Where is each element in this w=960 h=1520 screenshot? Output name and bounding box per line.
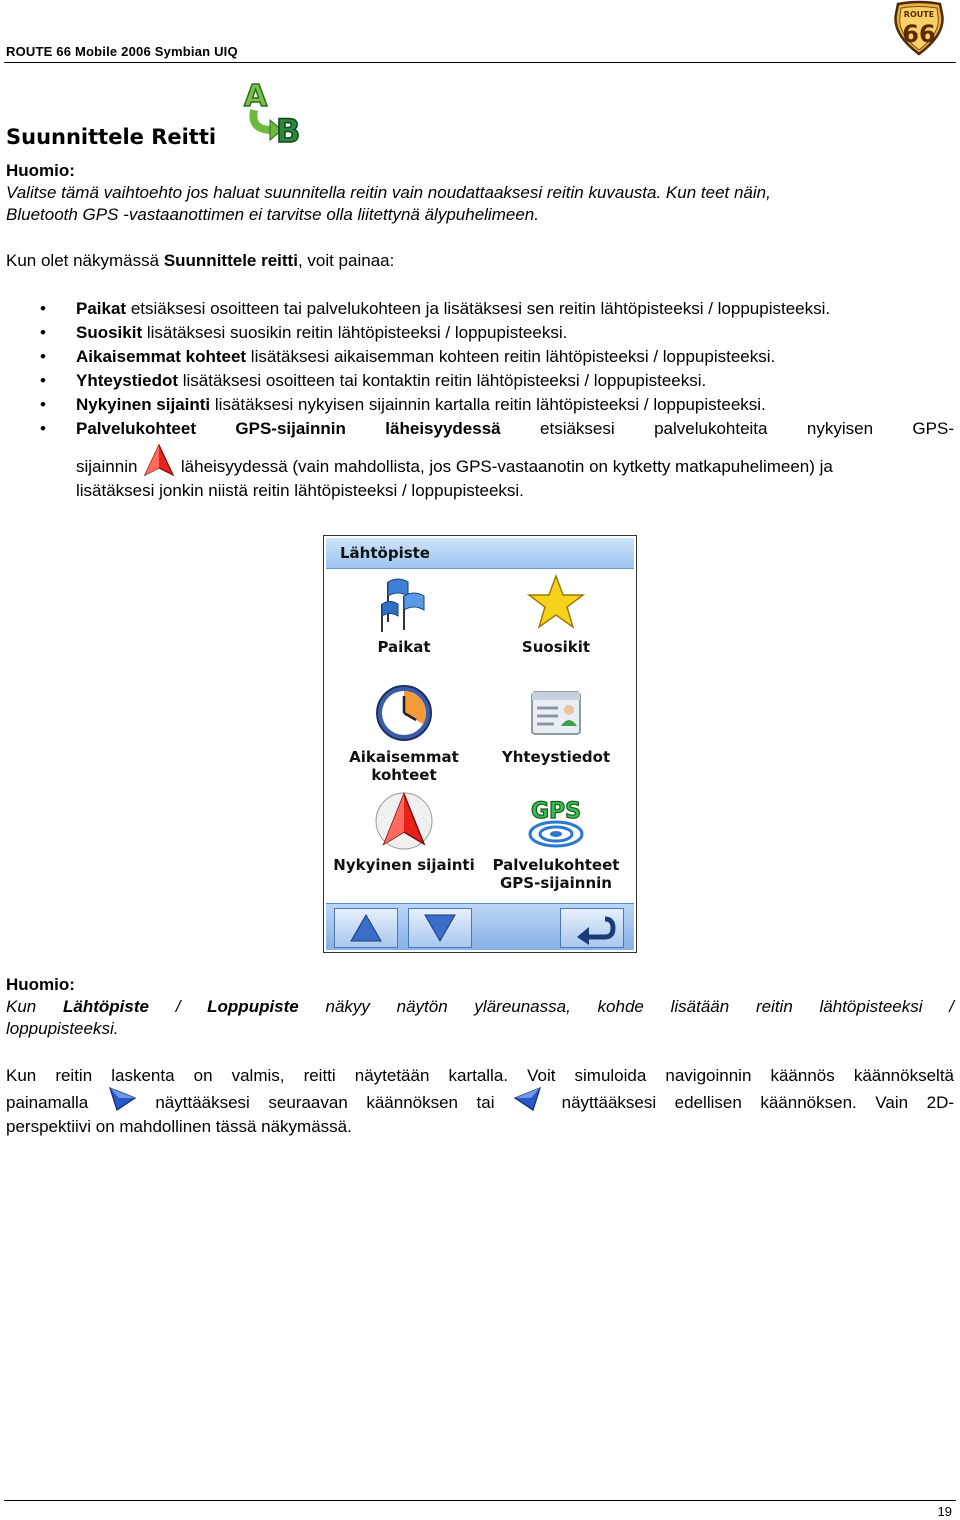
final-paragraph-line-1: Kun reitin laskenta on valmis, reitti näytetään kartalla. Voit simuloida navigoinnin käännös käännökseltä [6, 1066, 954, 1085]
back-button[interactable] [560, 908, 624, 948]
intro-paragraph [6, 250, 394, 272]
list-item [0, 321, 960, 345]
list-item-text: etsiäksesi osoitteen tai palvelukohteen ja lisätäksesi sen reitin lähtöpisteeksi / loppupisteeksi. [126, 299, 831, 318]
menu-item-suosikit[interactable] [478, 572, 634, 656]
route-a-to-b-icon [240, 78, 312, 148]
list-item-text: läheisyydessä (vain mahdollista, jos GPS-vastaanotin on kytketty matkapuhelimeen) ja [176, 457, 833, 476]
footer-divider [4, 1500, 956, 1501]
note-text: / [148, 997, 208, 1016]
note-text: Kun [6, 997, 63, 1016]
list-item-line [76, 417, 954, 441]
svg-text:GPS: GPS [530, 799, 582, 824]
clock-icon [374, 682, 434, 744]
menu-item-label: GPS-sijainnin [500, 874, 612, 892]
section-title: Suunnittele Reitti [6, 125, 217, 149]
scroll-down-button[interactable] [408, 908, 472, 948]
menu-item-label: Aikaisemmat [349, 748, 459, 766]
list-item-line [76, 455, 954, 479]
location-arrow-icon [374, 790, 434, 852]
final-paragraph-line-2 [6, 1090, 954, 1116]
triangle-up-icon [335, 909, 397, 947]
back-arrow-icon [561, 909, 623, 947]
menu-item-label: Suosikit [521, 638, 591, 656]
menu-item-label: kohteet [371, 766, 437, 784]
paragraph-text: näyttääksesi seuraavan käännöksen tai [136, 1093, 514, 1112]
menu-item-label: Nykyinen sijainti [333, 856, 475, 874]
menu-item-label: Paikat [377, 638, 431, 656]
list-item [0, 393, 960, 417]
list-item-text: sijainnin [76, 457, 143, 476]
menu-item-palvelukohteet-gps[interactable] [478, 790, 634, 892]
note-line-1 [6, 996, 954, 1018]
list-item-line: lisätäksesi jonkin niistä reitin lähtöpisteeksi / loppupisteeksi. [76, 481, 524, 500]
svg-text:ROUTE: ROUTE [903, 10, 935, 19]
list-item-text: lisätäksesi nykyisen sijainnin kartalla reitin lähtöpisteeksi / loppupisteeksi. [210, 395, 766, 414]
phone-screenshot [323, 535, 637, 953]
document-header-title: ROUTE 66 Mobile 2006 Symbian UIQ [6, 44, 238, 59]
menu-item-label: Palvelukohteet [492, 856, 620, 874]
note-bold: Lähtöpiste [63, 997, 149, 1016]
scroll-up-button[interactable] [334, 908, 398, 948]
option-list [0, 297, 960, 503]
list-item-text: lisätäksesi osoitteen tai kontaktin reitin lähtöpisteeksi / loppupisteeksi. [178, 371, 707, 390]
menu-item-yhteystiedot[interactable] [478, 682, 634, 766]
list-item-bold: Yhteystiedot [76, 371, 179, 390]
phone-title-bar [326, 538, 634, 569]
list-item [0, 417, 960, 503]
intro-pre: Kun olet näkymässä [6, 251, 164, 270]
note-line-1: Valitse tämä vaihtoehto jos haluat suunnitella reitin vain noudattaaksesi reitin kuvausta. Kun teet näin, [6, 183, 771, 202]
note-label: Huomio: [6, 975, 75, 994]
triangle-down-icon [409, 909, 471, 947]
note-line-2: loppupisteeksi. [6, 1019, 119, 1038]
final-paragraph-line-3: perspektiivi on mahdollinen tässä näkymässä. [6, 1117, 352, 1136]
list-item-bold: Aikaisemmat kohteet [76, 347, 247, 366]
list-item-bold: Suosikit [76, 323, 143, 342]
list-item [0, 369, 960, 393]
flags-icon [374, 572, 434, 634]
note-line-2: Bluetooth GPS -vastaanottimen ei tarvitse olla liitettynä älypuhelimeen. [6, 205, 539, 224]
list-item-bold: Paikat [76, 299, 127, 318]
list-item [0, 345, 960, 369]
svg-text:B: B [276, 112, 301, 148]
svg-text:66: 66 [902, 20, 936, 48]
note-bold: Loppupiste [207, 997, 299, 1016]
menu-item-nykyinen-sijainti[interactable] [326, 790, 482, 874]
route66-logo [892, 0, 946, 56]
list-item-bold: Nykyinen sijainti [76, 395, 211, 414]
svg-text:A: A [244, 79, 268, 114]
page-number: 19 [937, 1504, 952, 1519]
contacts-card-icon [526, 682, 586, 744]
list-item-text: lisätäksesi suosikin reitin lähtöpisteeksi / loppupisteeksi. [142, 323, 568, 342]
list-item [0, 297, 960, 321]
phone-title: Lähtöpiste [340, 544, 430, 562]
note-label: Huomio: [6, 161, 75, 180]
phone-toolbar [326, 903, 634, 950]
intro-bold: Suunnittele reitti [163, 251, 298, 270]
gps-icon [526, 790, 586, 852]
list-item-text: etsiäksesi palvelukohteita nykyisen GPS- [500, 419, 954, 438]
previous-turn-arrow-icon [513, 1086, 543, 1112]
star-icon [526, 572, 586, 634]
menu-item-aikaisemmat-kohteet[interactable] [326, 682, 482, 784]
header-divider [4, 62, 956, 63]
menu-item-paikat[interactable] [326, 572, 482, 656]
location-arrow-icon [142, 443, 176, 479]
next-turn-arrow-icon [107, 1086, 137, 1112]
note-text: näkyy näytön yläreunassa, kohde lisätään reitin lähtöpisteeksi / [298, 997, 954, 1016]
intro-post: , voit painaa: [297, 251, 395, 270]
list-item-text: lisätäksesi aikaisemman kohteen reitin lähtöpisteeksi / loppupisteeksi. [246, 347, 776, 366]
paragraph-text: näyttääksesi edellisen käännöksen. Vain 2D- [543, 1093, 955, 1112]
menu-item-label: Yhteystiedot [501, 748, 611, 766]
list-item-bold: Palvelukohteet GPS-sijainnin läheisyydessä [76, 419, 501, 438]
paragraph-text: painamalla [6, 1093, 107, 1112]
